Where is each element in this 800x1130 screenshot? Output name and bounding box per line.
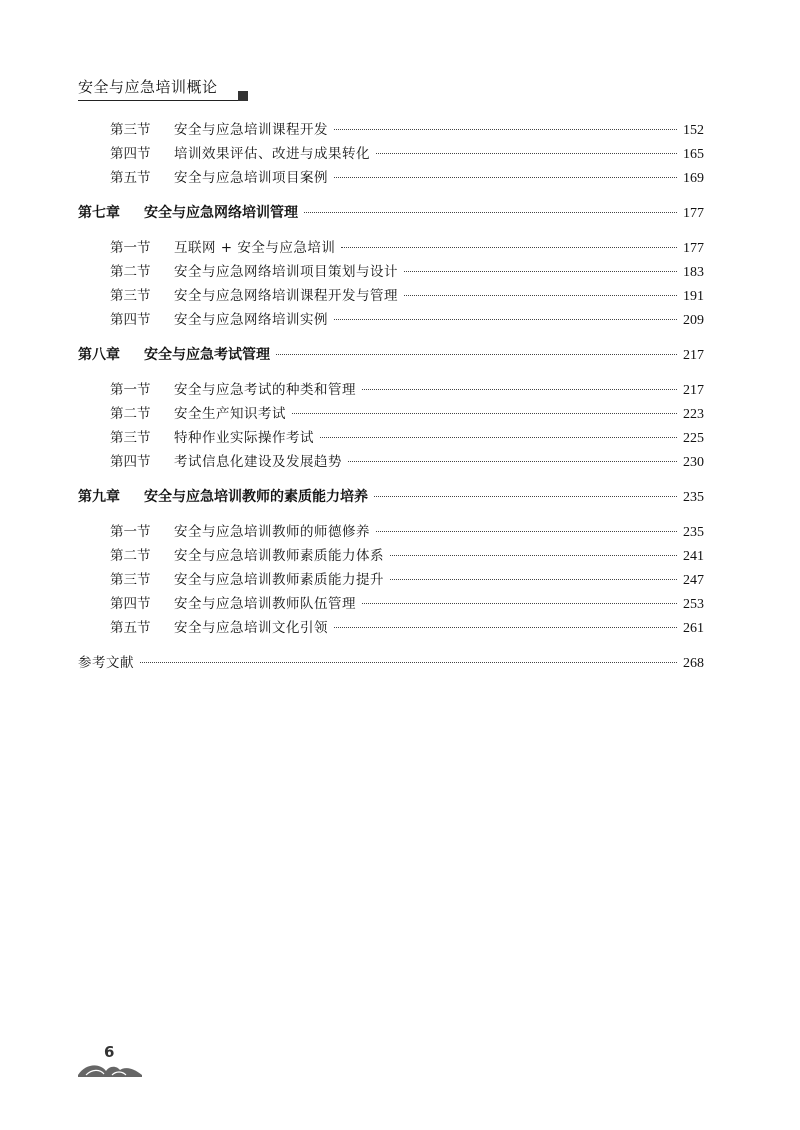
toc-section-row [78, 402, 704, 426]
toc-entry-number: 第七章 [78, 205, 120, 221]
dot-leader [404, 271, 677, 272]
toc-section-row [78, 118, 704, 142]
toc-entry-number: 第九章 [78, 489, 120, 505]
toc-entry-page: 169 [683, 171, 704, 186]
toc-entry-title: 安全与应急培训教师素质能力体系 [174, 548, 384, 564]
toc-entry-number: 第八章 [78, 347, 120, 363]
toc-entry-title: 安全与应急培训课程开发 [174, 122, 328, 138]
toc-entry-title: 参考文献 [78, 655, 134, 671]
toc-entry-page: 225 [683, 431, 704, 446]
toc-entry-number: 第三节 [110, 122, 151, 138]
toc-entry-number: 第二节 [110, 548, 151, 564]
dot-leader [334, 627, 677, 628]
dot-leader [334, 129, 677, 130]
toc-entry-number: 第四节 [110, 596, 151, 612]
toc-section-row [78, 142, 704, 166]
toc-entry-number: 第二节 [110, 406, 151, 422]
toc-section-row [78, 308, 704, 332]
toc-entry-title: 安全与应急培训项目案例 [174, 170, 328, 186]
toc-entry-page: 247 [683, 573, 704, 588]
toc-chapter-row [78, 201, 704, 225]
dot-leader [334, 177, 677, 178]
toc-chapter-row [78, 343, 704, 367]
toc-entry-page: 230 [683, 455, 704, 470]
dot-leader [390, 579, 677, 580]
toc-references-row [78, 651, 704, 675]
table-of-contents [78, 118, 704, 675]
toc-section-row [78, 568, 704, 592]
dot-leader [376, 153, 677, 154]
toc-entry-number: 第三节 [110, 430, 151, 446]
toc-entry-page: 253 [683, 597, 704, 612]
toc-section-row [78, 450, 704, 474]
toc-entry-title: 互联网 + 安全与应急培训 [174, 240, 336, 256]
toc-entry-title: 培训效果评估、改进与成果转化 [174, 146, 370, 162]
dot-leader [140, 662, 677, 663]
dot-leader [304, 212, 677, 213]
square-marker-icon [238, 91, 248, 101]
header-rule [78, 100, 238, 101]
dot-leader [404, 295, 677, 296]
dot-leader [341, 247, 677, 248]
toc-entry-title: 安全与应急培训教师的素质能力培养 [144, 489, 368, 505]
toc-entry-title: 安全与应急网络培训项目策划与设计 [174, 264, 398, 280]
toc-entry-number: 第五节 [110, 620, 151, 636]
toc-section-row [78, 592, 704, 616]
dot-leader [374, 496, 677, 497]
toc-entry-number: 第五节 [110, 170, 151, 186]
toc-section-row [78, 236, 704, 260]
toc-entry-number: 第四节 [110, 454, 151, 470]
toc-entry-title: 安全与应急网络培训课程开发与管理 [174, 288, 398, 304]
dot-leader [276, 354, 677, 355]
toc-entry-page: 235 [683, 490, 704, 505]
toc-entry-number: 第三节 [110, 288, 151, 304]
toc-entry-page: 268 [683, 656, 704, 671]
toc-entry-number: 第二节 [110, 264, 151, 280]
toc-section-row [78, 520, 704, 544]
running-header [78, 76, 258, 97]
page-number: 6 [104, 1043, 115, 1061]
toc-entry-title: 安全与应急考试的种类和管理 [174, 382, 356, 398]
toc-entry-page: 165 [683, 147, 704, 162]
toc-entry-title: 安全与应急考试管理 [144, 347, 270, 363]
toc-entry-page: 152 [683, 123, 704, 138]
toc-entry-title: 安全与应急网络培训管理 [144, 205, 298, 221]
dot-leader [334, 319, 677, 320]
toc-entry-number: 第一节 [110, 524, 151, 540]
toc-entry-number: 第一节 [110, 382, 151, 398]
toc-entry-title: 安全与应急培训教师队伍管理 [174, 596, 356, 612]
toc-section-row [78, 166, 704, 190]
dot-leader [362, 389, 677, 390]
toc-section-row [78, 378, 704, 402]
book-title: 安全与应急培训概论 [78, 78, 218, 96]
toc-entry-page: 217 [683, 383, 704, 398]
wave-icon [76, 1061, 146, 1079]
dot-leader [376, 531, 677, 532]
toc-section-row [78, 544, 704, 568]
toc-entry-number: 第四节 [110, 146, 151, 162]
dot-leader [390, 555, 677, 556]
toc-entry-page: 177 [683, 241, 704, 256]
toc-entry-title: 安全与应急培训文化引领 [174, 620, 328, 636]
toc-entry-page: 183 [683, 265, 704, 280]
toc-entry-page: 209 [683, 313, 704, 328]
toc-entry-number: 第一节 [110, 240, 151, 256]
toc-entry-title: 安全与应急培训教师的师德修养 [174, 524, 370, 540]
dot-leader [292, 413, 677, 414]
toc-entry-page: 241 [683, 549, 704, 564]
toc-entry-page: 261 [683, 621, 704, 636]
toc-entry-title: 安全与应急网络培训实例 [174, 312, 328, 328]
toc-section-row [78, 284, 704, 308]
toc-section-row [78, 616, 704, 640]
toc-section-row [78, 260, 704, 284]
toc-entry-title: 安全与应急培训教师素质能力提升 [174, 572, 384, 588]
toc-entry-page: 191 [683, 289, 704, 304]
toc-entry-title: 特种作业实际操作考试 [174, 430, 314, 446]
toc-chapter-row [78, 485, 704, 509]
toc-entry-page: 223 [683, 407, 704, 422]
toc-entry-page: 235 [683, 525, 704, 540]
toc-entry-title: 考试信息化建设及发展趋势 [174, 454, 342, 470]
toc-entry-title: 安全生产知识考试 [174, 406, 286, 422]
page-footer [76, 1043, 156, 1083]
toc-entry-page: 177 [683, 206, 704, 221]
toc-entry-number: 第三节 [110, 572, 151, 588]
toc-entry-page: 217 [683, 348, 704, 363]
toc-entry-number: 第四节 [110, 312, 151, 328]
toc-section-row [78, 426, 704, 450]
dot-leader [362, 603, 677, 604]
dot-leader [320, 437, 677, 438]
dot-leader [348, 461, 677, 462]
